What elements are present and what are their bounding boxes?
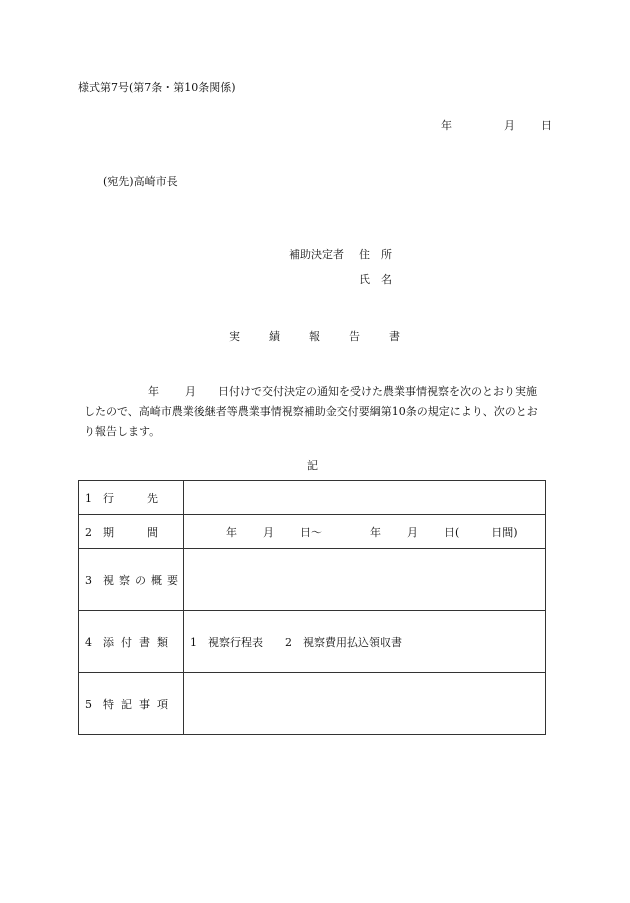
date-day: 日	[541, 119, 552, 132]
body-year: 年	[148, 385, 159, 398]
body-month: 月	[185, 385, 196, 398]
row-number: 2	[85, 525, 92, 539]
title-char: 実	[229, 330, 240, 343]
overview-field[interactable]	[184, 549, 546, 611]
title-char: 告	[349, 330, 360, 343]
document-title	[229, 330, 429, 344]
title-char: 績	[269, 330, 280, 343]
recipient-name-label: 氏 名	[359, 273, 392, 286]
addressee: (宛先)高崎市長	[103, 175, 178, 188]
period-end-month: 月	[407, 525, 418, 539]
table-row	[79, 611, 546, 673]
row-label-text: 添付書類	[103, 635, 175, 649]
date-line	[441, 119, 552, 133]
row-label-text: 行 先	[103, 491, 158, 505]
destination-field[interactable]	[184, 481, 546, 515]
period-end-year: 年	[370, 525, 381, 539]
attachments-field[interactable]: 1 視察行程表 2 視察費用払込領収書	[184, 611, 546, 673]
row-label-text: 特記事項	[103, 697, 175, 711]
table-row	[79, 549, 546, 611]
period-days: 日間)	[491, 525, 518, 539]
date-month: 月	[504, 119, 515, 132]
period-end-day: 日(	[444, 525, 460, 539]
row-label	[79, 549, 184, 611]
table-row	[79, 673, 546, 735]
remarks-field[interactable]	[184, 673, 546, 735]
recipient-address-label: 住 所	[359, 248, 392, 261]
table-row	[79, 481, 546, 515]
row-label	[79, 611, 184, 673]
table-row	[79, 515, 546, 549]
row-label	[79, 481, 184, 515]
body-paragraph	[84, 382, 546, 442]
row-label-text: 期 間	[103, 525, 158, 539]
row-label-text: 視察の概要	[103, 573, 183, 587]
period-start-day: 日～	[300, 525, 322, 539]
row-label	[79, 673, 184, 735]
ki-heading: 記	[307, 459, 318, 472]
row-number: 5	[85, 697, 92, 711]
body-text: 日付けで交付決定の通知を受けた農業事情視察を次のとおり実施したので、高崎市農業後継者等農業事情視察補助金交付要綱第10条の規定により、次のとおり報告します。	[84, 385, 538, 438]
report-table	[78, 480, 546, 735]
date-year: 年	[441, 119, 452, 132]
form-number: 様式第7号(第7条・第10条関係)	[78, 81, 236, 94]
period-field[interactable]	[184, 515, 546, 549]
title-char: 報	[309, 330, 320, 343]
row-number: 4	[85, 635, 92, 649]
period-start-month: 月	[263, 525, 274, 539]
recipient-label: 補助決定者	[289, 248, 344, 261]
row-number: 3	[85, 573, 92, 587]
row-number: 1	[85, 491, 92, 505]
period-start-year: 年	[226, 525, 237, 539]
row-label	[79, 515, 184, 549]
title-char: 書	[389, 330, 400, 343]
